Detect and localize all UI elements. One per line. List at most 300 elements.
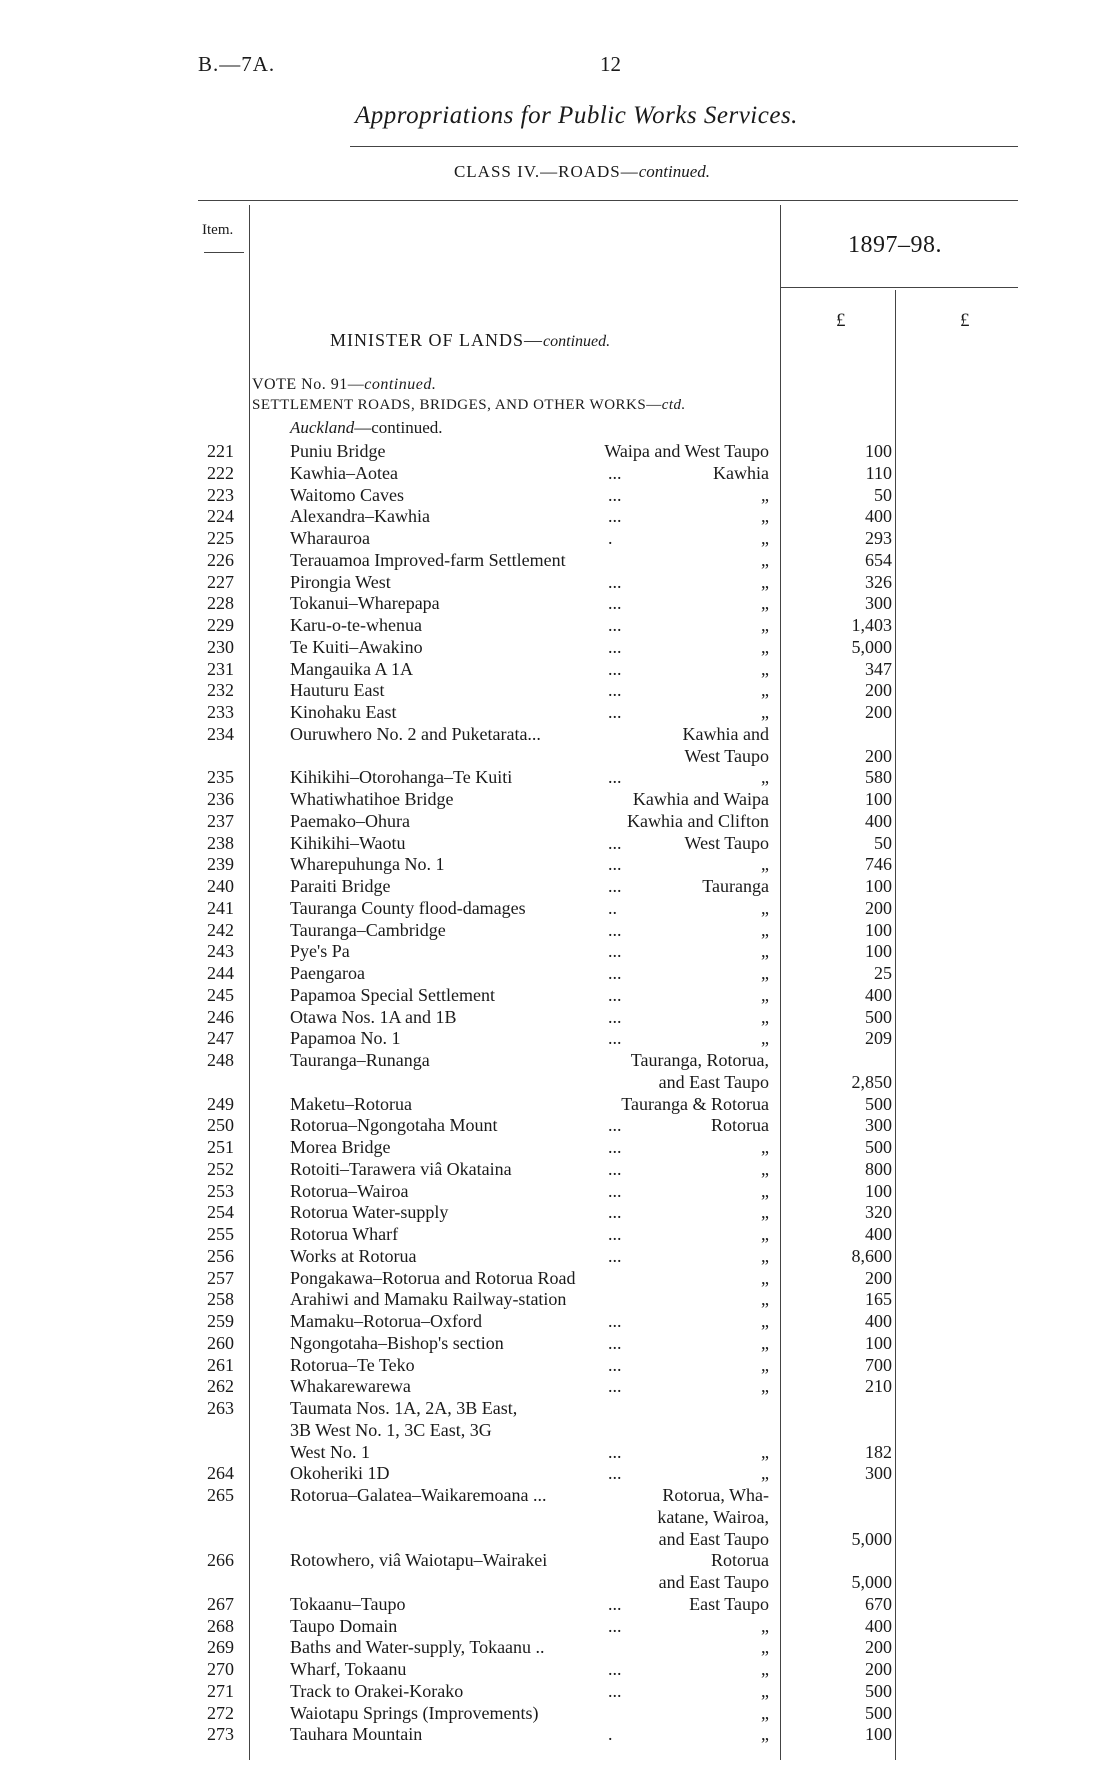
item-number: 269	[207, 1637, 234, 1658]
page-title: Appropriations for Public Works Services.	[355, 102, 798, 129]
item-number: 248	[207, 1050, 234, 1070]
table-row	[0, 1115, 1114, 1137]
leader-dots: ...	[608, 1659, 622, 1679]
table-row	[0, 1289, 1114, 1311]
work-name: Kihikihi–Otorohanga–Te Kuiti	[290, 767, 513, 788]
amount: 400	[865, 1311, 892, 1331]
item-number: 271	[207, 1680, 234, 1701]
amount: 110	[865, 462, 892, 483]
electoral-district: „	[761, 506, 769, 527]
item-number: 223	[207, 484, 234, 505]
table-row	[0, 920, 1114, 942]
table-row	[0, 1681, 1114, 1703]
work-name: Pongakawa–Rotorua and Rotorua Road	[290, 1267, 576, 1288]
work-name: Rotorua Wharf	[290, 1224, 399, 1244]
item-number: 225	[207, 528, 234, 548]
work-name: Rotorua–Galatea–Waikaremoana ...	[290, 1485, 547, 1505]
electoral-district: „	[761, 1680, 769, 1701]
class-heading-text: CLASS IV.—ROADS—	[453, 162, 639, 181]
work-name: Papamoa Special Settlement	[290, 984, 495, 1005]
work-name: Taumata Nos. 1A, 2A, 3B East,	[290, 1398, 518, 1418]
table-row	[0, 572, 1114, 594]
minister-heading	[330, 330, 610, 351]
amount: 500	[865, 1702, 892, 1723]
item-number: 221	[207, 441, 234, 461]
document-code: B.—7A.	[198, 52, 276, 76]
leader-dots: ...	[608, 1245, 622, 1266]
electoral-district: „	[761, 658, 769, 679]
electoral-district: „	[761, 1202, 769, 1223]
electoral-district: „	[761, 1180, 769, 1201]
table-row	[0, 1311, 1114, 1333]
item-number: 250	[207, 1115, 234, 1136]
work-name: Waiotapu Springs (Improvements)	[290, 1702, 539, 1723]
work-name: Rotoiti–Tarawera viâ Okataina	[290, 1158, 512, 1179]
item-number: 270	[207, 1659, 234, 1679]
work-name: Arahiwi and Mamaku Railway-station	[290, 1289, 567, 1310]
amount: 300	[865, 1463, 892, 1484]
leader-dots: ...	[608, 1006, 622, 1027]
electoral-district: West Taupo	[684, 832, 769, 853]
amount: 300	[865, 1115, 892, 1136]
item-number: 222	[207, 462, 234, 483]
item-number: 247	[207, 1028, 234, 1049]
electoral-district: West Taupo	[684, 745, 769, 766]
leader-dots: ...	[608, 1028, 622, 1049]
work-name: Terauamoa Improved-farm Settlement	[290, 549, 566, 570]
amount: 25	[874, 963, 892, 983]
table-row	[0, 854, 1114, 876]
leader-dots: ...	[608, 1202, 622, 1223]
leader-dots: ...	[608, 571, 622, 592]
table-row	[0, 1028, 1114, 1050]
table-row	[0, 1202, 1114, 1224]
table-row	[0, 1268, 1114, 1290]
electoral-district: „	[761, 1158, 769, 1179]
electoral-district: „	[761, 1637, 769, 1658]
leader-dots: ...	[608, 1680, 622, 1701]
electoral-district: „	[761, 1311, 769, 1331]
leader-dots: ...	[608, 1311, 622, 1331]
amount: 500	[865, 1093, 892, 1114]
leader-dots: ...	[608, 919, 622, 940]
work-name: Pirongia West	[290, 571, 391, 592]
table-row	[0, 593, 1114, 615]
work-name: Kawhia–Aotea	[290, 462, 398, 483]
electoral-district: Rotorua, Wha-	[662, 1485, 769, 1505]
class-heading-suffix: continued.	[638, 162, 711, 181]
amount: 182	[865, 1441, 892, 1462]
amount: 50	[874, 484, 892, 505]
table-top-rule	[198, 200, 1018, 201]
leader-dots: ...	[608, 1441, 622, 1462]
currency-symbol-right: £	[960, 310, 970, 331]
amount: 100	[865, 919, 892, 940]
amount: 5,000	[851, 1572, 892, 1592]
item-number: 244	[207, 963, 234, 983]
table-row	[0, 1507, 1114, 1529]
electoral-district: „	[761, 1354, 769, 1375]
work-name: Papamoa No. 1	[290, 1028, 401, 1049]
work-name: Taupo Domain	[290, 1615, 398, 1636]
vote-heading-suffix: continued.	[364, 376, 437, 393]
table-row	[0, 876, 1114, 898]
electoral-district: „	[761, 1028, 769, 1049]
item-number: 264	[207, 1463, 234, 1484]
work-name: Paengaroa	[290, 963, 365, 983]
work-name: Alexandra–Kawhia	[290, 506, 430, 527]
table-row	[0, 1246, 1114, 1268]
works-heading	[252, 397, 686, 414]
electoral-district: „	[761, 528, 769, 548]
electoral-district: „	[761, 1006, 769, 1027]
works-heading-suffix: ctd.	[661, 397, 686, 413]
item-number: 259	[207, 1311, 234, 1331]
electoral-district: „	[761, 1463, 769, 1484]
amount: 5,000	[851, 636, 892, 657]
table-row	[0, 1050, 1114, 1072]
electoral-district: Tauranga, Rotorua,	[630, 1050, 769, 1070]
amount: 100	[865, 1724, 892, 1745]
item-number: 239	[207, 854, 234, 875]
electoral-district: „	[761, 1702, 769, 1723]
minister-heading-text: MINISTER OF LANDS—	[330, 330, 544, 350]
electoral-district: „	[761, 963, 769, 983]
work-name: Kihikihi–Waotu	[290, 832, 406, 853]
item-number: 251	[207, 1137, 234, 1157]
electoral-district: „	[761, 615, 769, 635]
table-row	[0, 789, 1114, 811]
item-number: 262	[207, 1376, 234, 1397]
work-name: Whakarewarewa	[290, 1376, 411, 1397]
region-suffix: —continued.	[354, 418, 443, 437]
currency-symbol-left: £	[836, 310, 846, 331]
table-row	[0, 1485, 1114, 1507]
item-number: 232	[207, 680, 234, 701]
electoral-district: Kawhia	[713, 462, 769, 483]
amount: 746	[865, 854, 892, 875]
leader-dots: ...	[608, 1376, 622, 1397]
table-row	[0, 1333, 1114, 1355]
table-row	[0, 1376, 1114, 1398]
amount: 654	[865, 549, 892, 570]
work-name: Ngongotaha–Bishop's section	[290, 1332, 504, 1353]
table-row	[0, 702, 1114, 724]
item-number: 228	[207, 593, 234, 614]
table-row	[0, 1420, 1114, 1442]
item-number: 268	[207, 1615, 234, 1636]
work-name: Kinohaku East	[290, 702, 397, 722]
work-name: West No. 1	[290, 1441, 371, 1462]
electoral-district: „	[761, 941, 769, 962]
item-number: 267	[207, 1593, 234, 1614]
amount: 400	[865, 810, 892, 831]
leader-dots: ...	[608, 1180, 622, 1201]
leader-dots: ...	[608, 636, 622, 657]
item-number: 241	[207, 897, 234, 918]
item-number: 266	[207, 1550, 234, 1571]
amount: 580	[865, 767, 892, 788]
leader-dots: ...	[608, 984, 622, 1005]
electoral-district: „	[761, 680, 769, 701]
table-row	[0, 1463, 1114, 1485]
leader-dots: ...	[608, 593, 622, 614]
work-name: Tauranga–Runanga	[290, 1050, 430, 1070]
electoral-district: „	[761, 767, 769, 788]
work-name: Whatiwhatihoe Bridge	[290, 789, 454, 809]
work-name: Maketu–Rotorua	[290, 1093, 412, 1114]
amount: 326	[865, 571, 892, 592]
electoral-district: „	[761, 636, 769, 657]
amount: 209	[865, 1028, 892, 1049]
table-row	[0, 746, 1114, 768]
work-name: Okoheriki 1D	[290, 1463, 390, 1484]
amount: 100	[865, 1180, 892, 1201]
leader-dots: ...	[608, 1463, 622, 1484]
electoral-district: „	[761, 1289, 769, 1310]
work-name: Wharepuhunga No. 1	[290, 854, 445, 875]
electoral-district: East Taupo	[689, 1593, 769, 1614]
amount: 400	[865, 1615, 892, 1636]
electoral-district: katane, Wairoa,	[657, 1506, 769, 1527]
amount: 670	[865, 1593, 892, 1614]
item-number: 253	[207, 1180, 234, 1201]
table-row	[0, 441, 1114, 463]
amount: 210	[865, 1376, 892, 1397]
leader-dots: ...	[608, 615, 622, 635]
table-row	[0, 811, 1114, 833]
item-number: 240	[207, 876, 234, 896]
item-number: 237	[207, 810, 234, 831]
leader-dots: ...	[608, 1615, 622, 1636]
item-number: 226	[207, 549, 234, 570]
work-name: Tokaanu–Taupo	[290, 1593, 406, 1614]
item-number: 260	[207, 1332, 234, 1353]
table-row	[0, 1094, 1114, 1116]
electoral-district: „	[761, 1659, 769, 1679]
table-row	[0, 506, 1114, 528]
item-number: 258	[207, 1289, 234, 1310]
table-row	[0, 1159, 1114, 1181]
work-name: Tokanui–Wharepapa	[290, 593, 440, 614]
work-name: Rotorua–Wairoa	[290, 1180, 409, 1201]
electoral-district: Kawhia and Waipa	[632, 789, 769, 809]
table-row	[0, 985, 1114, 1007]
table-row	[0, 1550, 1114, 1572]
electoral-district: „	[761, 1615, 769, 1636]
amount: 300	[865, 593, 892, 614]
amount: 500	[865, 1006, 892, 1027]
amount: 200	[865, 745, 892, 766]
leader-dots: ...	[608, 1137, 622, 1157]
leader-dots: ...	[608, 506, 622, 527]
electoral-district: „	[761, 571, 769, 592]
table-row	[0, 463, 1114, 485]
item-number: 235	[207, 767, 234, 788]
table-row	[0, 963, 1114, 985]
electoral-district: „	[761, 484, 769, 505]
item-number: 243	[207, 941, 234, 962]
table-row	[0, 833, 1114, 855]
leader-dots: ...	[608, 876, 622, 896]
minister-heading-suffix: continued.	[543, 333, 611, 350]
table-row	[0, 724, 1114, 746]
table-row	[0, 1529, 1114, 1551]
work-name: Rotowhero, viâ Waiotapu–Wairakei	[290, 1550, 548, 1571]
work-name: Mamaku–Rotorua–Oxford	[290, 1311, 482, 1331]
work-name: 3B West No. 1, 3C East, 3G	[290, 1419, 492, 1440]
work-name: Tauranga–Cambridge	[290, 919, 446, 940]
amount: 200	[865, 1637, 892, 1658]
work-name: Waitomo Caves	[290, 484, 405, 505]
vote-heading	[252, 376, 436, 394]
work-name: Pye's Pa	[290, 941, 350, 962]
leader-dots: ...	[608, 1158, 622, 1179]
electoral-district: „	[761, 1376, 769, 1397]
work-name: Morea Bridge	[290, 1137, 391, 1157]
electoral-district: „	[761, 1224, 769, 1244]
amount: 1,403	[851, 615, 892, 635]
item-number: 229	[207, 615, 234, 635]
leader-dots: ...	[608, 1115, 622, 1136]
table-row	[0, 1442, 1114, 1464]
electoral-district: „	[761, 702, 769, 722]
work-name: Paraiti Bridge	[290, 876, 391, 896]
work-name: Te Kuiti–Awakino	[290, 636, 423, 657]
work-name: Paemako–Ohura	[290, 810, 410, 831]
work-name: Track to Orakei-Korako	[290, 1680, 464, 1701]
item-number: 245	[207, 984, 234, 1005]
electoral-district: Kawhia and Clifton	[627, 810, 769, 831]
title-rule	[350, 146, 1018, 147]
leader-dots: .	[608, 1724, 613, 1745]
leader-dots: ...	[608, 941, 622, 962]
amount: 100	[865, 441, 892, 461]
work-name: Tauhara Mountain	[290, 1724, 423, 1745]
electoral-district: Kawhia and	[682, 723, 769, 744]
electoral-district: „	[761, 984, 769, 1005]
table-row	[0, 1398, 1114, 1420]
vote-heading-text: VOTE No. 91—	[252, 376, 365, 393]
item-number: 224	[207, 506, 234, 527]
electoral-district: „	[761, 897, 769, 918]
amount: 2,850	[851, 1071, 892, 1092]
table-row	[0, 1007, 1114, 1029]
leader-dots: ...	[608, 1332, 622, 1353]
amount: 320	[865, 1202, 892, 1223]
electoral-district: „	[761, 1441, 769, 1462]
class-heading	[0, 162, 1114, 182]
item-number: 263	[207, 1398, 234, 1418]
item-column-header: Item.	[202, 222, 234, 238]
amount: 100	[865, 789, 892, 809]
item-number: 252	[207, 1158, 234, 1179]
amount: 400	[865, 1224, 892, 1244]
table-row	[0, 898, 1114, 920]
table-row	[0, 1072, 1114, 1094]
amount: 200	[865, 1267, 892, 1288]
table-row	[0, 615, 1114, 637]
table-row	[0, 637, 1114, 659]
table-row	[0, 1703, 1114, 1725]
amount: 500	[865, 1680, 892, 1701]
item-number: 255	[207, 1224, 234, 1244]
table-row	[0, 485, 1114, 507]
item-number: 257	[207, 1267, 234, 1288]
electoral-district: „	[761, 1245, 769, 1266]
electoral-district: „	[761, 1724, 769, 1745]
item-number: 231	[207, 658, 234, 679]
table-row	[0, 941, 1114, 963]
electoral-district: and East Taupo	[658, 1528, 769, 1549]
page-number: 12	[600, 52, 621, 76]
work-name: Tauranga County flood-damages	[290, 897, 526, 918]
item-number: 261	[207, 1354, 234, 1375]
table-row	[0, 1637, 1114, 1659]
item-number: 234	[207, 723, 234, 744]
table-row	[0, 1355, 1114, 1377]
leader-dots: ...	[608, 767, 622, 788]
leader-dots: ...	[608, 963, 622, 983]
leader-dots: ...	[608, 832, 622, 853]
item-number: 272	[207, 1702, 234, 1723]
amount: 200	[865, 680, 892, 701]
table-row	[0, 550, 1114, 572]
item-number: 227	[207, 571, 234, 592]
table-row	[0, 528, 1114, 550]
leader-dots: ...	[608, 462, 622, 483]
amount: 165	[865, 1289, 892, 1310]
item-number: 265	[207, 1485, 234, 1505]
amount: 400	[865, 506, 892, 527]
work-name: Karu-o-te-whenua	[290, 615, 422, 635]
electoral-district: „	[761, 854, 769, 875]
region-name: Auckland	[290, 418, 355, 437]
item-number: 256	[207, 1245, 234, 1266]
table-row	[0, 1137, 1114, 1159]
item-number: 249	[207, 1093, 234, 1114]
leader-dots: .	[608, 528, 613, 548]
amount: 293	[865, 528, 892, 548]
amount: 8,600	[851, 1245, 892, 1266]
work-name: Wharauroa	[290, 528, 370, 548]
work-name: Puniu Bridge	[290, 441, 386, 461]
electoral-district: Tauranga	[702, 876, 769, 896]
work-name: Baths and Water-supply, Tokaanu ..	[290, 1637, 545, 1658]
year-column-header: 1897–98.	[848, 232, 942, 258]
amount: 200	[865, 1659, 892, 1679]
table-row	[0, 680, 1114, 702]
work-name: Ouruwhero No. 2 and Puketarata...	[290, 723, 541, 744]
table-row	[0, 1224, 1114, 1246]
electoral-district: „	[761, 593, 769, 614]
leader-dots: ...	[608, 702, 622, 722]
leader-dots: ...	[608, 854, 622, 875]
electoral-district: and East Taupo	[658, 1071, 769, 1092]
table-row	[0, 1181, 1114, 1203]
works-heading-text: SETTLEMENT ROADS, BRIDGES, AND OTHER WORKS—	[252, 397, 662, 413]
electoral-district: „	[761, 1332, 769, 1353]
electoral-district: Rotorua	[711, 1115, 769, 1136]
amount: 700	[865, 1354, 892, 1375]
work-name: Hauturu East	[290, 680, 385, 701]
amount: 50	[874, 832, 892, 853]
year-header-underline	[780, 287, 1018, 288]
amount: 100	[865, 941, 892, 962]
table-row	[0, 767, 1114, 789]
electoral-district: „	[761, 1267, 769, 1288]
leader-dots: ...	[608, 1593, 622, 1614]
